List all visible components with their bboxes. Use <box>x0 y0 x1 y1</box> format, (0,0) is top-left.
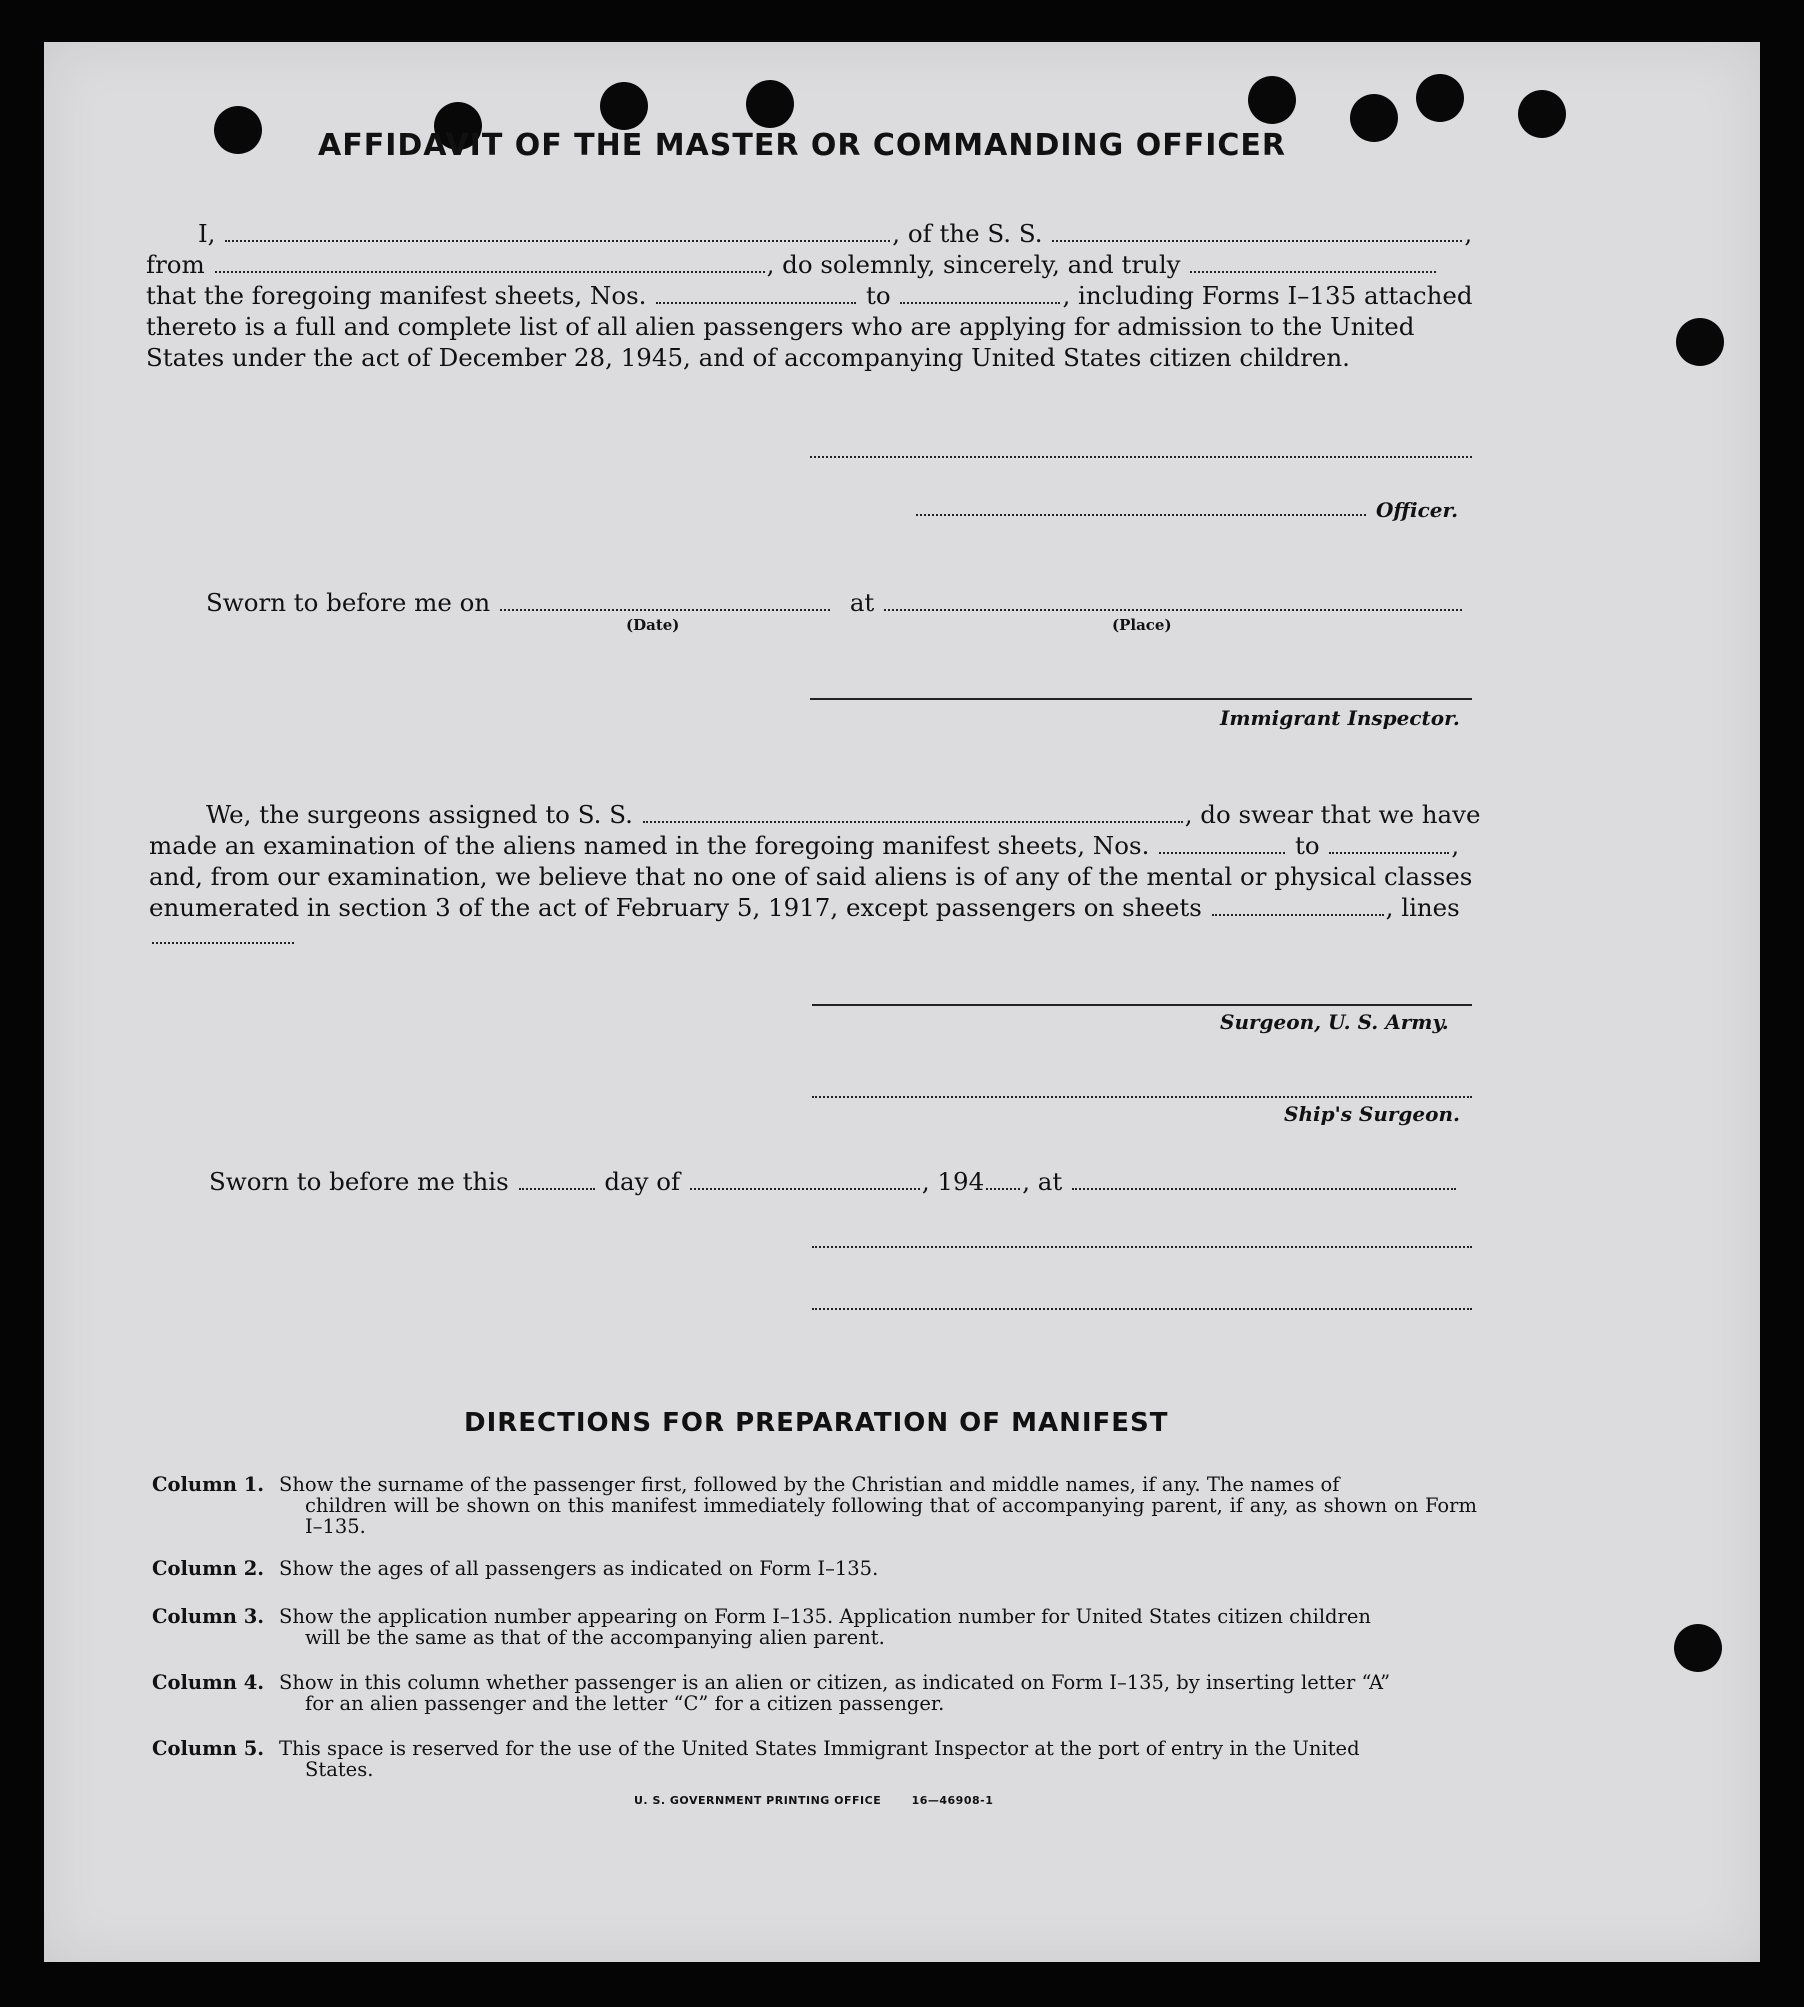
surgeons-line-3: and, from our examination, we believe that no one of said aliens is of any of the mental or physical classes <box>149 862 1473 891</box>
sworn-day-blank[interactable] <box>519 1187 595 1190</box>
port-blank[interactable] <box>215 270 765 273</box>
direction-item <box>152 1558 1477 1579</box>
sworn-text: at <box>849 588 875 617</box>
signature-line-b[interactable] <box>812 1308 1472 1310</box>
direction-label: Column 4. <box>152 1671 265 1694</box>
direction-label: Column 1. <box>152 1473 265 1496</box>
printing-office-footer <box>634 1794 993 1807</box>
punch-hole <box>600 82 648 130</box>
direction-text-cont: for an alien passenger and the letter “C” for a citizen passenger. <box>305 1692 945 1715</box>
sheet-from-blank[interactable] <box>656 301 856 304</box>
punch-hole <box>746 80 794 128</box>
form-page <box>44 42 1760 1962</box>
officer-caption: Officer. <box>1376 498 1459 522</box>
surgeons-line-2 <box>149 830 1459 861</box>
master-signature-line[interactable] <box>810 456 1472 458</box>
affidavit-text: , do solemnly, sincerely, and truly <box>766 250 1181 279</box>
affidavit-text: , of the S. S. <box>892 219 1043 248</box>
affidavit-text: that the foregoing manifest sheets, Nos. <box>146 281 647 310</box>
sworn-place-blank[interactable] <box>884 608 1462 611</box>
army-surgeon-signature-line[interactable] <box>812 1004 1472 1006</box>
army-surgeon-caption: Surgeon, U. S. Army. <box>1220 1010 1449 1034</box>
affidavit-text: to <box>866 281 891 310</box>
surgeons-ship-blank[interactable] <box>643 820 1183 823</box>
signature-line-a[interactable] <box>812 1246 1472 1248</box>
punch-hole <box>1518 90 1566 138</box>
affidavit-line-4: thereto is a full and complete list of all alien passengers who are applying for admission to the United <box>146 312 1415 341</box>
affidavit-text: , including Forms I–135 attached <box>1062 281 1473 310</box>
sworn-line-1 <box>206 587 1464 618</box>
punch-hole <box>1676 318 1724 366</box>
sworn-text: Sworn to before me on <box>206 588 491 617</box>
surgeons-text: to <box>1294 831 1320 860</box>
affidavit-text: from <box>146 250 205 279</box>
surgeons-text: We, the surgeons assigned to S. S. <box>206 800 633 829</box>
affidavit-line-3 <box>146 280 1473 311</box>
sworn-text: , 194 <box>921 1167 985 1196</box>
surgeons-text: , do swear that we have <box>1184 800 1481 829</box>
affidavit-text: I, <box>198 219 216 248</box>
punch-hole <box>1248 76 1296 124</box>
direction-text: Show the surname of the passenger first, followed by the Christian and middle names, if any. The names of <box>279 1473 1340 1496</box>
except-sheets-blank[interactable] <box>1212 913 1384 916</box>
direction-text: Show the ages of all passengers as indicated on Form I–135. <box>279 1557 879 1580</box>
surgeons-text: , <box>1451 831 1460 860</box>
sworn-date-blank[interactable] <box>500 608 830 611</box>
punch-hole <box>214 106 262 154</box>
direction-item <box>152 1474 1477 1537</box>
direction-label: Column 5. <box>152 1737 265 1760</box>
surgeons-text: , lines <box>1385 893 1460 922</box>
sheet-to-blank[interactable] <box>900 301 1060 304</box>
affidavit-title: AFFIDAVIT OF THE MASTER OR COMMANDING OFFICER <box>318 128 1286 163</box>
affidavit-line-2 <box>146 249 1438 280</box>
affidavit-text: , <box>1464 219 1473 248</box>
ship-name-blank[interactable] <box>1052 239 1462 242</box>
direction-text: Show the application number appearing on Form I–135. Application number for United States citizen children <box>279 1605 1371 1628</box>
sworn-place-blank-2[interactable] <box>1072 1187 1456 1190</box>
surgeons-line-4 <box>149 892 1460 923</box>
direction-text: Show in this column whether passenger is an alien or citizen, as indicated on Form I–135, by inserting letter “A” <box>279 1671 1391 1694</box>
sworn-year-blank[interactable] <box>986 1187 1020 1190</box>
printing-office: U. S. GOVERNMENT PRINTING OFFICE <box>634 1794 882 1807</box>
directions-title: DIRECTIONS FOR PREPARATION OF MANIFEST <box>464 1408 1169 1438</box>
direction-item <box>152 1738 1477 1780</box>
punch-hole <box>1416 74 1464 122</box>
oath-blank[interactable] <box>1190 270 1436 273</box>
surgeons-to-blank[interactable] <box>1329 851 1449 854</box>
direction-item <box>152 1672 1477 1714</box>
punch-hole <box>1350 94 1398 142</box>
surgeons-text: made an examination of the aliens named in the foregoing manifest sheets, Nos. <box>149 831 1150 860</box>
name-blank[interactable] <box>225 239 890 242</box>
form-code: 16—46908-1 <box>911 1794 994 1807</box>
sworn-line-2 <box>209 1166 1458 1197</box>
direction-text-cont: children will be shown on this manifest immediately following that of accompanying parent, if any, as shown on Form I–135. <box>305 1494 1477 1538</box>
surgeons-text: enumerated in section 3 of the act of February 5, 1917, except passengers on sheets <box>149 893 1202 922</box>
ship-surgeon-signature-line[interactable] <box>812 1096 1472 1098</box>
ship-surgeon-caption: Ship's Surgeon. <box>1284 1102 1460 1126</box>
surgeons-from-blank[interactable] <box>1159 851 1285 854</box>
officer-signature-line[interactable] <box>916 514 1366 516</box>
date-caption: (Date) <box>626 616 680 634</box>
direction-text-cont: States. <box>305 1758 374 1781</box>
direction-label: Column 2. <box>152 1557 265 1580</box>
inspector-signature-line[interactable] <box>810 698 1472 700</box>
sworn-month-blank[interactable] <box>690 1187 920 1190</box>
sworn-text: , at <box>1022 1167 1063 1196</box>
punch-hole <box>1674 1624 1722 1672</box>
affidavit-line-1 <box>198 218 1472 249</box>
direction-text-cont: will be the same as that of the accompanying alien parent. <box>305 1626 885 1649</box>
direction-label: Column 3. <box>152 1605 265 1628</box>
sworn-text: Sworn to before me this <box>209 1167 509 1196</box>
sworn-text: day of <box>604 1167 681 1196</box>
inspector-caption: Immigrant Inspector. <box>1220 706 1460 730</box>
direction-text: This space is reserved for the use of the United States Immigrant Inspector at the port of entry in the United <box>279 1737 1360 1760</box>
surgeons-line-1 <box>206 799 1481 830</box>
lines-blank[interactable] <box>152 942 294 944</box>
affidavit-line-5: States under the act of December 28, 1945, and of accompanying United States citizen children. <box>146 343 1350 372</box>
place-caption: (Place) <box>1112 616 1172 634</box>
direction-item <box>152 1606 1477 1648</box>
